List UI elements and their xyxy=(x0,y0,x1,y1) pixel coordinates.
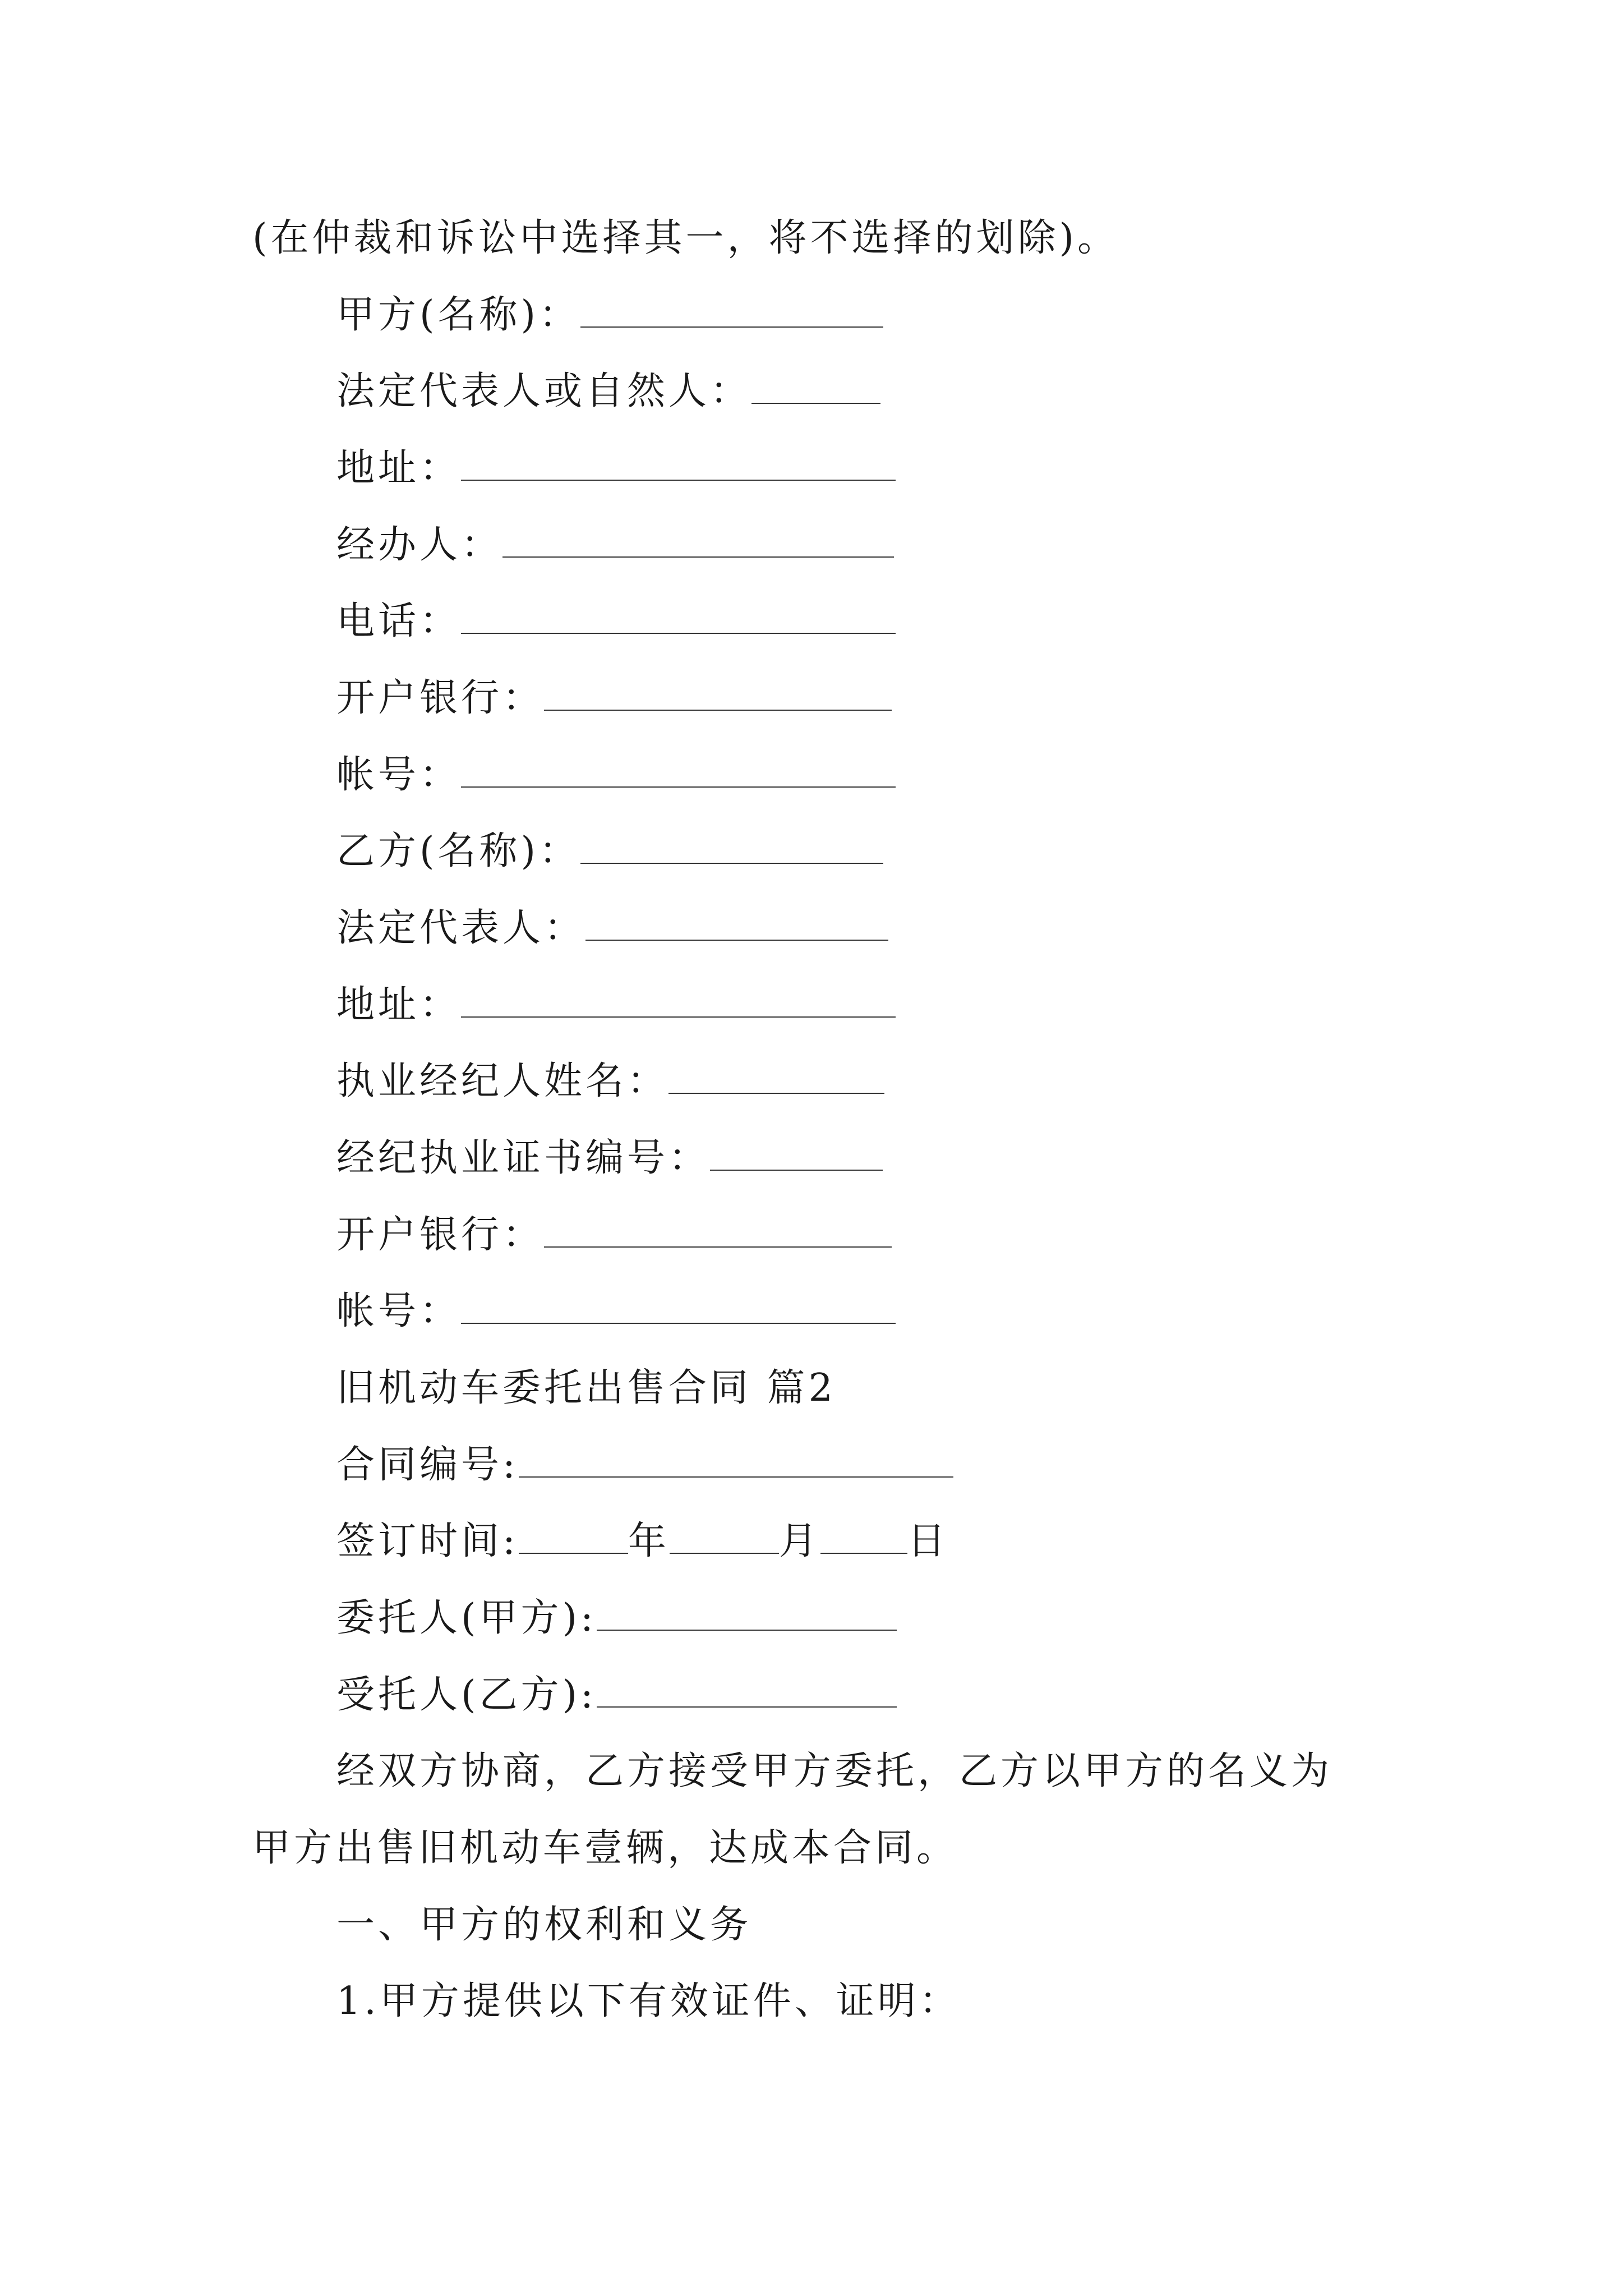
party-b-address-blank xyxy=(461,985,896,1018)
agent-row xyxy=(336,1673,897,1718)
preamble-line-2: 甲方出售旧机动车壹辆，达成本合同。 xyxy=(252,1826,958,1870)
signing-date-row xyxy=(336,1519,949,1564)
party-a-account-blank xyxy=(461,755,896,788)
party-a-address-row xyxy=(336,446,896,491)
contract2-title: 旧机动车委托出售合同 篇2 xyxy=(336,1366,836,1410)
party-b-broker-cert-blank xyxy=(710,1138,883,1171)
signing-date-label: 签订时间: xyxy=(336,1519,519,1563)
agent-label: 受托人(乙方): xyxy=(336,1673,597,1717)
party-a-name-label: 甲方(名称)： xyxy=(336,293,581,337)
signing-year-blank xyxy=(519,1521,628,1554)
party-b-broker-name-blank xyxy=(668,1061,884,1094)
party-b-legal-rep-label: 法定代表人： xyxy=(336,906,586,950)
contract-number-blank xyxy=(519,1445,953,1478)
party-b-legal-rep-row xyxy=(336,906,888,951)
party-a-handler-blank xyxy=(502,525,894,558)
party-a-account-row xyxy=(336,753,896,798)
party-a-phone-label: 电话： xyxy=(336,599,462,643)
party-a-legal-rep-row xyxy=(336,369,880,414)
party-a-phone-row xyxy=(336,599,896,644)
party-a-phone-blank xyxy=(461,601,896,634)
party-b-account-row xyxy=(336,1289,896,1334)
party-b-address-row xyxy=(336,983,896,1028)
principal-blank xyxy=(597,1598,897,1631)
party-b-address-label: 地址： xyxy=(336,983,462,1027)
principal-row xyxy=(336,1596,897,1641)
party-b-bank-row xyxy=(336,1213,892,1258)
principal-label: 委托人(甲方): xyxy=(336,1596,597,1640)
party-a-legal-rep-label: 法定代表人或自然人： xyxy=(336,369,752,413)
clause-1: 1.甲方提供以下有效证件、证明： xyxy=(336,1979,961,2023)
party-b-legal-rep-blank xyxy=(585,908,888,941)
party-a-legal-rep-blank xyxy=(751,371,880,404)
party-a-address-blank xyxy=(461,448,896,481)
party-b-account-blank xyxy=(461,1291,896,1324)
party-a-bank-row xyxy=(336,676,892,721)
party-b-broker-cert-row xyxy=(336,1136,883,1181)
party-a-address-label: 地址： xyxy=(336,446,462,490)
contract-number-label: 合同编号: xyxy=(336,1443,519,1487)
signing-month-unit: 月 xyxy=(778,1519,820,1563)
party-a-bank-blank xyxy=(544,678,892,711)
party-b-broker-name-label: 执业经纪人姓名： xyxy=(336,1059,669,1103)
party-a-account-label: 帐号： xyxy=(336,753,462,797)
signing-day-blank xyxy=(820,1521,907,1554)
party-a-name-row xyxy=(336,293,883,338)
contract-number-row xyxy=(336,1443,953,1488)
party-a-bank-label: 开户银行： xyxy=(336,676,545,720)
party-b-bank-blank xyxy=(544,1215,892,1248)
section-1-heading: 一、甲方的权利和义务 xyxy=(336,1903,752,1947)
intro-note: (在仲裁和诉讼中选择其一，将不选择的划除)。 xyxy=(252,216,1119,260)
party-b-bank-label: 开户银行： xyxy=(336,1213,545,1257)
preamble-line-1: 经双方协商，乙方接受甲方委托，乙方以甲方的名义为 xyxy=(336,1749,1333,1793)
party-b-broker-cert-label: 经纪执业证书编号： xyxy=(336,1136,711,1180)
party-b-account-label: 帐号： xyxy=(336,1289,462,1333)
signing-month-blank xyxy=(670,1521,779,1554)
party-a-name-blank xyxy=(580,295,883,328)
party-b-broker-name-row xyxy=(336,1059,884,1104)
signing-year-unit: 年 xyxy=(628,1519,670,1563)
party-b-name-label: 乙方(名称)： xyxy=(336,829,581,873)
agent-blank xyxy=(597,1675,897,1708)
party-a-handler-label: 经办人： xyxy=(336,523,503,567)
signing-day-unit: 日 xyxy=(907,1519,949,1563)
party-b-name-blank xyxy=(580,831,883,864)
party-a-handler-row xyxy=(336,523,894,568)
party-b-name-row xyxy=(336,829,883,874)
